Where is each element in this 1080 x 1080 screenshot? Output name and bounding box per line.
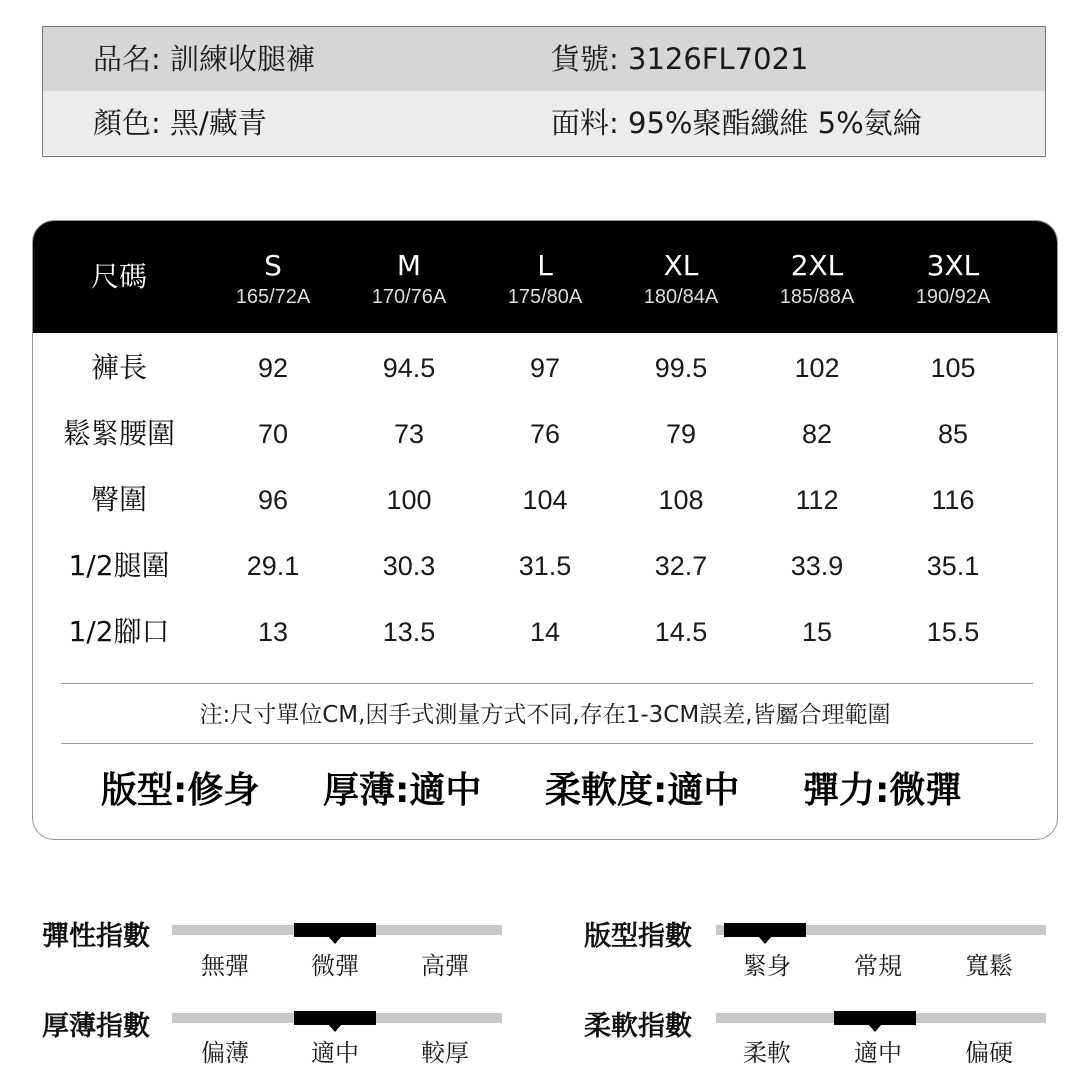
thickness-option-medium: 適中 xyxy=(311,1039,359,1067)
softness-index-track xyxy=(716,1013,1046,1023)
elasticity-option-none: 無彈 xyxy=(201,952,249,980)
size-spec: 165/72A xyxy=(235,286,311,308)
info-row-2 xyxy=(43,91,1045,155)
table-cell: 100 xyxy=(386,485,432,515)
table-cell: 14.5 xyxy=(654,617,708,647)
table-cell: 33.9 xyxy=(790,551,844,581)
size-col-xl xyxy=(613,221,749,333)
table-cell: 104 xyxy=(522,485,568,515)
table-cell: 112 xyxy=(795,485,839,515)
table-cell: 96 xyxy=(257,485,289,515)
size-spec: 175/80A xyxy=(507,286,583,308)
table-cell: 35.1 xyxy=(926,551,980,581)
size-col-l xyxy=(477,221,613,333)
table-cell: 29.1 xyxy=(246,551,300,581)
table-cell: 79 xyxy=(665,419,697,449)
table-cell: 102 xyxy=(794,353,840,383)
table-cell: 116 xyxy=(931,485,975,515)
info-row-1 xyxy=(43,27,1045,91)
measurement-note: 注:尺寸單位CM,因手式測量方式不同,存在1-3CM誤差,皆屬合理範圍 xyxy=(199,702,891,728)
table-cell: 76 xyxy=(529,419,561,449)
softness-index-title: 柔軟指數 xyxy=(584,1011,692,1042)
table-cell: 31.5 xyxy=(518,551,572,581)
size-col-s xyxy=(205,221,341,333)
divider xyxy=(61,743,1033,744)
size-spec: 180/84A xyxy=(643,286,719,308)
table-cell: 13.5 xyxy=(382,617,436,647)
table-row xyxy=(33,470,1057,530)
size-name: M xyxy=(396,249,422,282)
fit-index-track xyxy=(716,925,1046,935)
size-spec: 170/76A xyxy=(371,286,447,308)
size-name: XL xyxy=(663,249,699,282)
fit-option-slim: 緊身 xyxy=(743,952,791,980)
size-header xyxy=(33,221,1057,333)
softness-index-marker xyxy=(834,1011,916,1025)
size-col-2xl xyxy=(749,221,885,333)
size-col-m xyxy=(341,221,477,333)
size-name: S xyxy=(264,249,282,282)
softness-option-medium: 適中 xyxy=(854,1039,902,1067)
size-spec: 190/92A xyxy=(915,286,991,308)
elasticity-index-track xyxy=(172,925,502,935)
table-cell: 99.5 xyxy=(654,353,708,383)
elasticity-index-marker xyxy=(294,923,376,937)
size-header-label: 尺碼 xyxy=(90,260,147,293)
row-label: 1/2腳口 xyxy=(68,615,170,648)
feature-softness: 柔軟度:適中 xyxy=(545,770,740,811)
table-cell: 82 xyxy=(801,419,833,449)
divider xyxy=(61,683,1033,684)
table-cell: 32.7 xyxy=(654,551,708,581)
table-cell: 92 xyxy=(257,353,289,383)
table-cell: 97 xyxy=(529,353,561,383)
size-name: 3XL xyxy=(926,249,980,282)
elasticity-option-slight: 微彈 xyxy=(311,952,359,980)
table-cell: 14 xyxy=(529,617,561,647)
row-label: 鬆緊腰圍 xyxy=(62,417,175,450)
size-chart-card xyxy=(32,220,1058,840)
elasticity-option-high: 高彈 xyxy=(421,952,469,980)
table-row xyxy=(33,602,1057,662)
size-col-3xl xyxy=(885,221,1021,333)
feature-fit: 版型:修身 xyxy=(101,770,260,811)
product-fabric: 面料: 95%聚酯纖維 5%氨綸 xyxy=(551,106,922,140)
table-cell: 30.3 xyxy=(382,551,436,581)
size-spec: 185/88A xyxy=(779,286,855,308)
fit-index-marker xyxy=(724,923,806,937)
row-label: 褲長 xyxy=(90,351,147,384)
thickness-option-thin: 偏薄 xyxy=(201,1039,249,1067)
fit-option-loose: 寬鬆 xyxy=(965,952,1013,980)
thickness-index-marker xyxy=(294,1011,376,1025)
fit-option-regular: 常規 xyxy=(854,952,902,980)
product-color: 顏色: 黑/藏青 xyxy=(93,106,267,140)
table-cell: 85 xyxy=(937,419,969,449)
size-name: L xyxy=(537,249,553,282)
product-name: 品名: 訓練收腿褲 xyxy=(93,42,315,76)
table-cell: 105 xyxy=(930,353,976,383)
softness-option-soft: 柔軟 xyxy=(743,1039,791,1067)
table-row xyxy=(33,338,1057,398)
fit-index-title: 版型指數 xyxy=(584,921,692,952)
product-sku: 貨號: 3126FL7021 xyxy=(551,42,809,76)
feature-thickness: 厚薄:適中 xyxy=(323,770,482,811)
table-cell: 15.5 xyxy=(926,617,980,647)
softness-option-hard: 偏硬 xyxy=(965,1039,1013,1067)
thickness-index-track xyxy=(172,1013,502,1023)
feature-elasticity: 彈力:微彈 xyxy=(803,770,962,811)
table-row xyxy=(33,404,1057,464)
table-cell: 73 xyxy=(393,419,425,449)
table-row xyxy=(33,536,1057,596)
size-name: 2XL xyxy=(790,249,844,282)
table-cell: 108 xyxy=(658,485,704,515)
table-cell: 15 xyxy=(801,617,833,647)
row-label: 臀圍 xyxy=(90,483,147,516)
table-cell: 94.5 xyxy=(382,353,436,383)
thickness-option-thick: 較厚 xyxy=(421,1039,469,1067)
product-info-table xyxy=(42,26,1046,157)
row-label: 1/2腿圍 xyxy=(68,549,170,582)
table-cell: 13 xyxy=(257,617,289,647)
table-cell: 70 xyxy=(257,419,289,449)
thickness-index-title: 厚薄指數 xyxy=(42,1011,150,1042)
elasticity-index-title: 彈性指數 xyxy=(42,921,150,952)
